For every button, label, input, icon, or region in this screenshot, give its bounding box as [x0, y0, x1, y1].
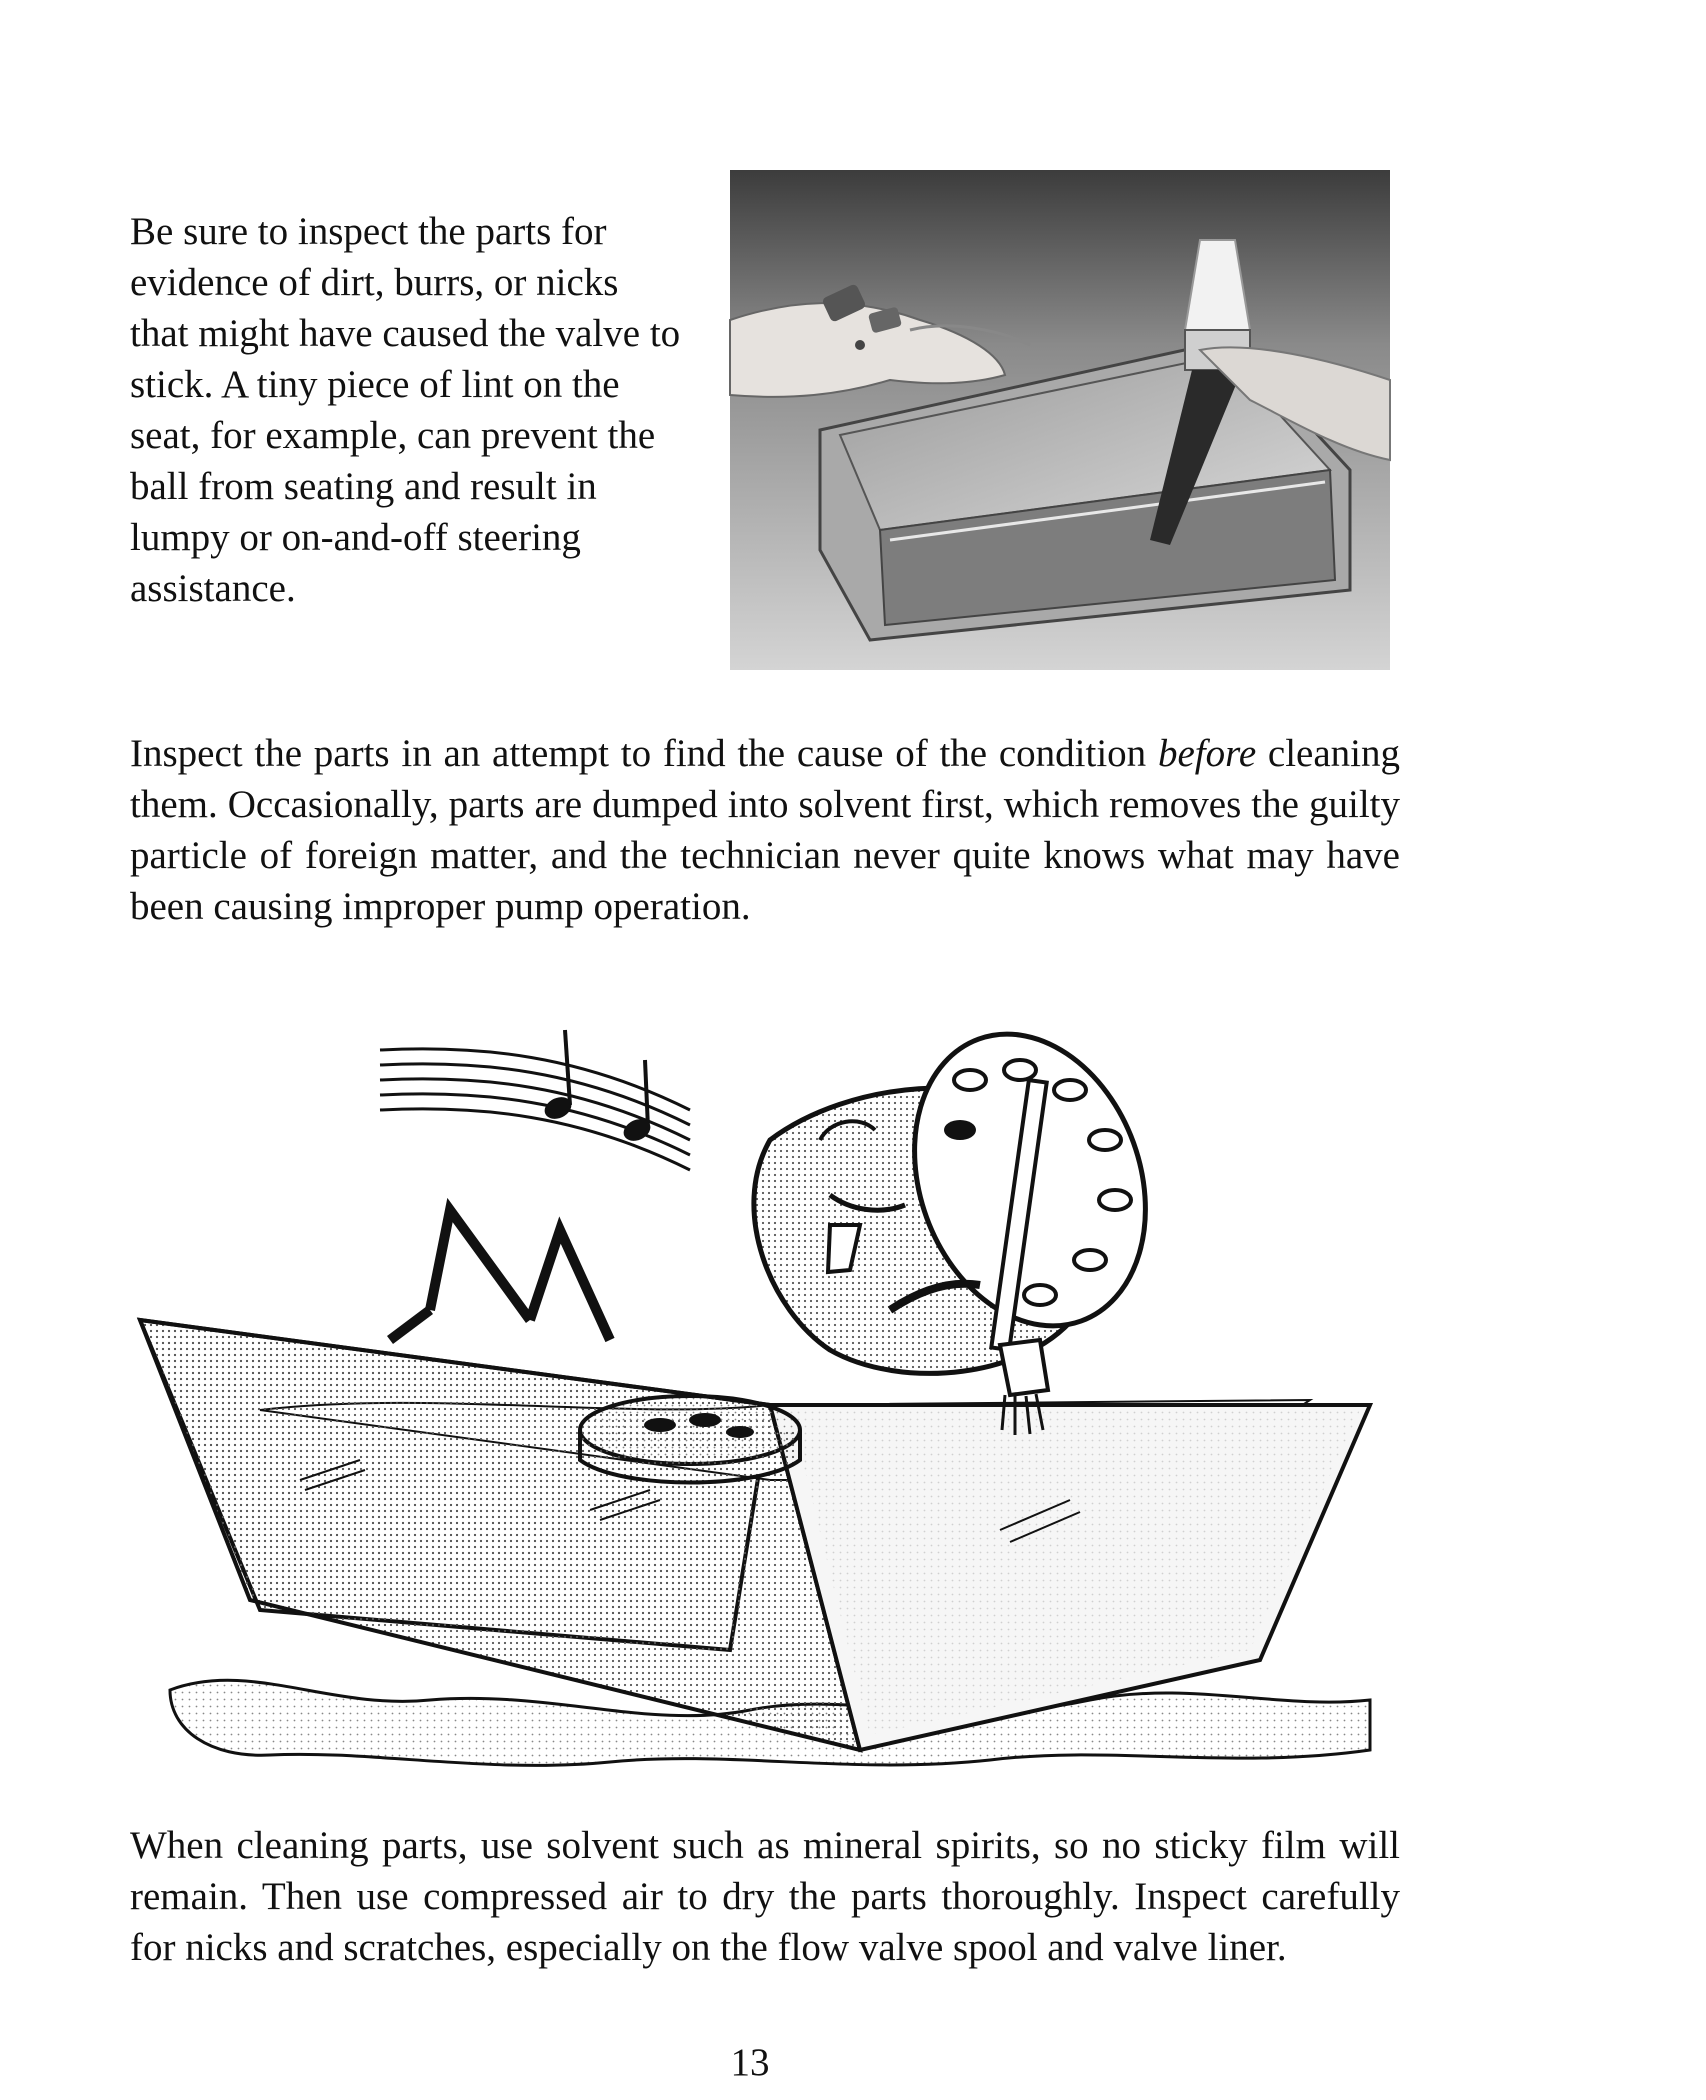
page-number: 13	[730, 2041, 770, 2084]
paragraph-2-emphasis: before	[1157, 732, 1257, 775]
cartoon-illustration	[130, 1010, 1400, 1790]
paragraph-2-part1: Inspect the parts in an attempt to find the cause of the condition	[130, 732, 1147, 775]
intro-paragraph: Be sure to inspect the parts for evidence of dirt, burrs, or nicks that might have caused the valve to stick. A tiny piece of lint on the seat, for example, can prevent the ball from seating and result in lumpy or on-and-off steering assistance.	[130, 210, 681, 610]
photo-caption: INSPECT FIRST, THEN CLEAN	[1580, 393, 1706, 509]
paragraph-cleaning-instructions: When cleaning parts, use solvent such as mineral spirits, so no sticky film will remain. Then use compressed air to dry the parts thoroughly. Inspect carefully for nicks and scratches, especially on the flow valve spool and valve liner.	[130, 1824, 1400, 1969]
inspection-photo	[730, 170, 1706, 670]
paragraph-2-part2: cleaning them. Occasionally, parts are dumped into solvent first, which removes the guilty particle of foreign matter, and the technician never quite knows what may have been causing improper pump operation.	[130, 732, 1401, 928]
cartoon-valve-bathing	[130, 1010, 1400, 1790]
paragraph-inspect-before-cleaning	[130, 728, 1400, 932]
photo-image	[730, 170, 1390, 670]
